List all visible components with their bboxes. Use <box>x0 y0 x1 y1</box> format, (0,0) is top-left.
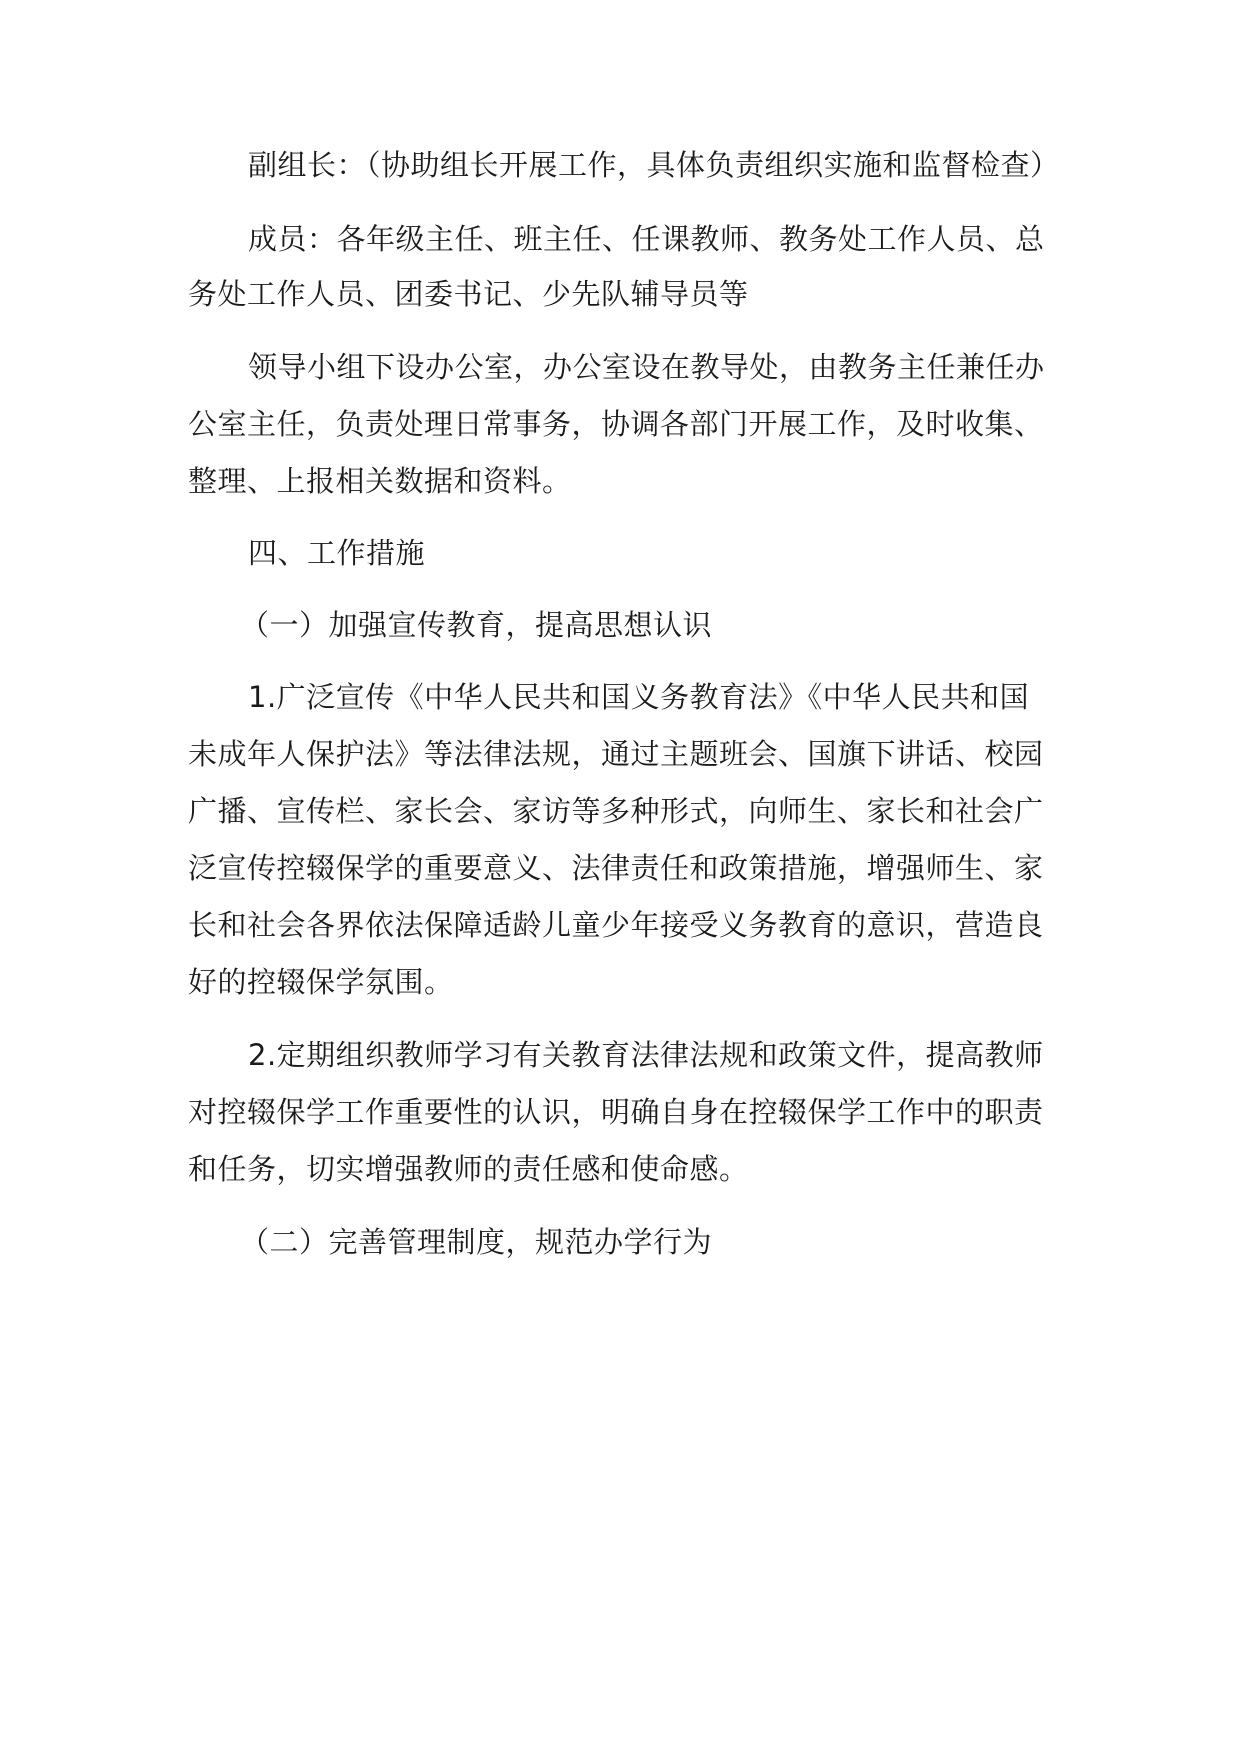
office-line-2: 公室主任，负责处理日常事务，协调各部门开展工作，及时收集、 <box>188 407 1044 441</box>
item-1-line-6: 好的控辍保学氛围。 <box>188 965 454 999</box>
item-1-line-5: 长和社会各界依法保障适龄儿童少年接受义务教育的意识，营造良 <box>188 908 1044 942</box>
item-2-line-1: 2.定期组织教师学习有关教育法律法规和政策文件，提高教师 <box>248 1038 1044 1072</box>
vice-leader-line-1: 副组长：（协助组长开展工作，具体负责组织实施和监督检查） <box>248 148 1060 182</box>
item-1-line-4: 泛宣传控辍保学的重要意义、法律责任和政策措施，增强师生、家 <box>188 851 1044 885</box>
item-1-line-2: 未成年人保护法》等法律法规，通过主题班会、国旗下讲话、校园 <box>188 737 1044 771</box>
item-1-line-3: 广播、宣传栏、家长会、家访等多种形式，向师生、家长和社会广 <box>188 794 1044 828</box>
item-2-line-3: 和任务，切实增强教师的责任感和使命感。 <box>188 1152 749 1186</box>
office-line-1: 领导小组下设办公室，办公室设在教导处，由教务主任兼任办 <box>248 350 1045 384</box>
item-1-line-1: 1.广泛宣传《中华人民共和国义务教育法》《中华人民共和国 <box>248 680 1030 714</box>
members-line-2: 务处工作人员、团委书记、少先队辅导员等 <box>188 277 749 311</box>
members-line-1: 成员：各年级主任、班主任、任课教师、教务处工作人员、总 <box>248 222 1045 256</box>
item-2-line-2: 对控辍保学工作重要性的认识，明确自身在控辍保学工作中的职责 <box>188 1095 1044 1129</box>
subsection-heading-1: （一）加强宣传教育，提高思想认识 <box>240 608 713 642</box>
office-line-3: 整理、上报相关数据和资料。 <box>188 464 572 498</box>
subsection-heading-2: （二）完善管理制度，规范办学行为 <box>240 1225 713 1259</box>
section-heading: 四、工作措施 <box>248 536 426 570</box>
